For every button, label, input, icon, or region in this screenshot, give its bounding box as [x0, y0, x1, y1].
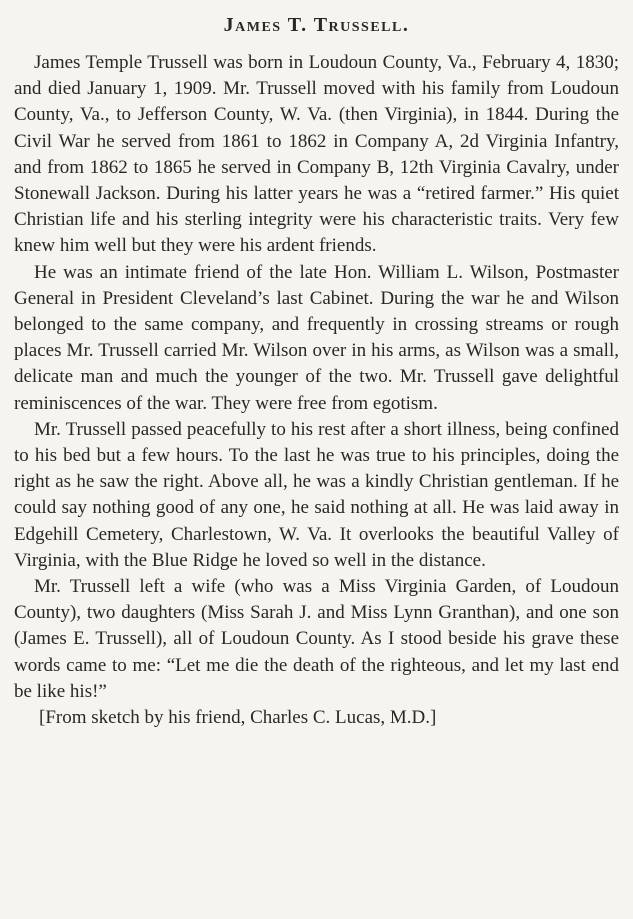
paragraph-friendship: He was an intimate friend of the late Hon. William L. Wilson, Postmaster General in President Cleveland’s last Cabinet. During the war he and Wilson belonged to the same company, and frequently in crossing streams or rough places Mr. Trussell carried Mr. Wilson over in his arms, as Wilson was a small, delicate man and much the younger of the two. Mr. Trussell gave delightful reminiscences of the war. They were free from egotism. [14, 261, 619, 414]
source-attribution: [From sketch by his friend, Charles C. Lucas, M.D.] [39, 707, 437, 729]
page-title: James T. Trussell. [223, 14, 410, 36]
paragraph-death: Mr. Trussell passed peacefully to his rest after a short illness, being confined to his bed but a few hours. To the last he was true to his principles, doing the right as he saw the right. Above all, he was a kindly Christian gentleman. If he could say nothing good of any one, he said nothing at all. He was laid away in Edgehill Cemetery, Charlestown, W. Va. It overlooks the beautiful Valley of Virginia, with the Blue Ridge he loved so well in the distance. [14, 418, 619, 571]
paragraph-family: Mr. Trussell left a wife (who was a Miss Virginia Garden, of Loudoun County), two daughters (Miss Sarah J. and Miss Lynn Granthan), and one son (James E. Trussell), all of Loudoun County. As I stood beside his grave these words came to me: “Let me die the death of the righteous, and let my last end be like his!” [14, 576, 619, 702]
paragraph-biography: James Temple Trussell was born in Loudoun County, Va., February 4, 1830; and died January 1, 1909. Mr. Trussell moved with his family from Loudoun County, Va., to Jefferson County, W. Va. (then Virginia), in 1844. During the Civil War he served from 1861 to 1862 in Company A, 2d Virginia Infantry, and from 1862 to 1865 he served in Company B, 12th Virginia Cavalry, under Stonewall Jackson. During his latter years he was a “retired farmer.” His quiet Christian life and his sterling integrity were his characteristic traits. Very few knew him well but they were his ardent friends. [14, 52, 619, 257]
